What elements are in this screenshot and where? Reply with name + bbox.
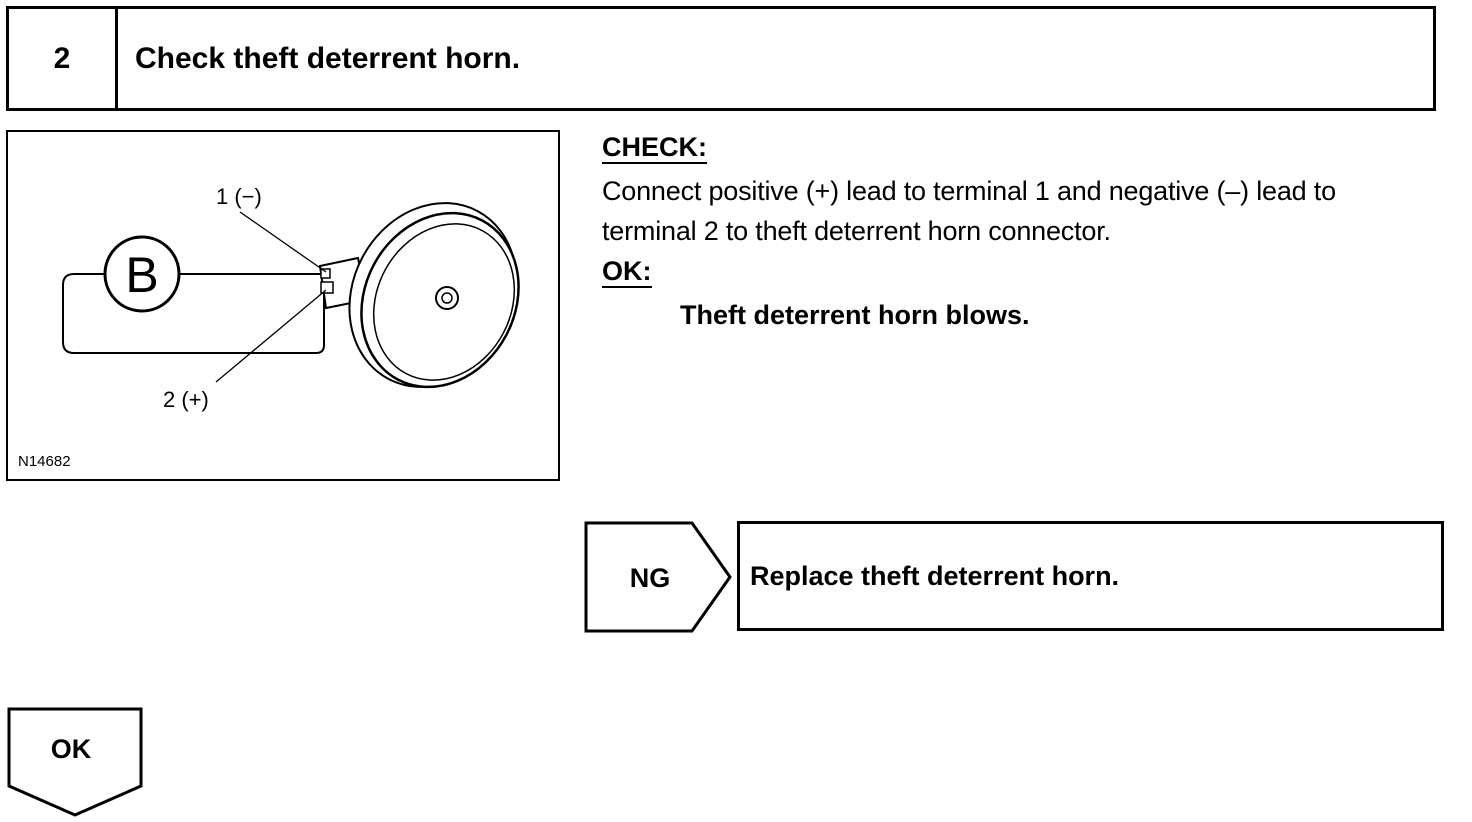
connector-terminal-2 — [321, 282, 333, 293]
ng-action-text: Replace theft deterrent horn. — [750, 560, 1120, 591]
step-number: 2 — [9, 9, 118, 108]
step-header — [6, 6, 1436, 111]
ok-heading: OK: — [602, 256, 652, 286]
horn-illustration — [6, 130, 560, 481]
leader-line-2 — [216, 290, 326, 382]
leader-line-1 — [240, 212, 326, 272]
ng-arrow — [584, 521, 736, 633]
terminal-2-label: 2 (+) — [163, 387, 209, 412]
ng-label: NG — [629, 563, 671, 593]
ok-arrow — [7, 707, 147, 819]
connector-terminal-1 — [321, 269, 330, 278]
check-instructions — [602, 127, 1462, 335]
check-line-1: Connect positive (+) lead to terminal 1 and negative (–) lead to — [602, 176, 1336, 206]
figure-id: N14682 — [18, 453, 71, 470]
battery-label: B — [125, 247, 159, 303]
ok-result: Theft deterrent horn blows. — [680, 300, 1030, 330]
horn-diagram — [8, 132, 562, 483]
circuit-wire — [63, 274, 324, 353]
check-text — [602, 171, 1462, 251]
ng-action-box — [737, 521, 1444, 631]
horn-nut-inner — [442, 293, 452, 303]
check-line-2: terminal 2 to theft deterrent horn connector. — [602, 216, 1111, 246]
ok-label: OK — [50, 734, 92, 764]
step-title: Check theft deterrent horn. — [135, 41, 521, 75]
check-heading: CHECK: — [602, 132, 707, 162]
terminal-1-label: 1 (−) — [216, 184, 262, 209]
